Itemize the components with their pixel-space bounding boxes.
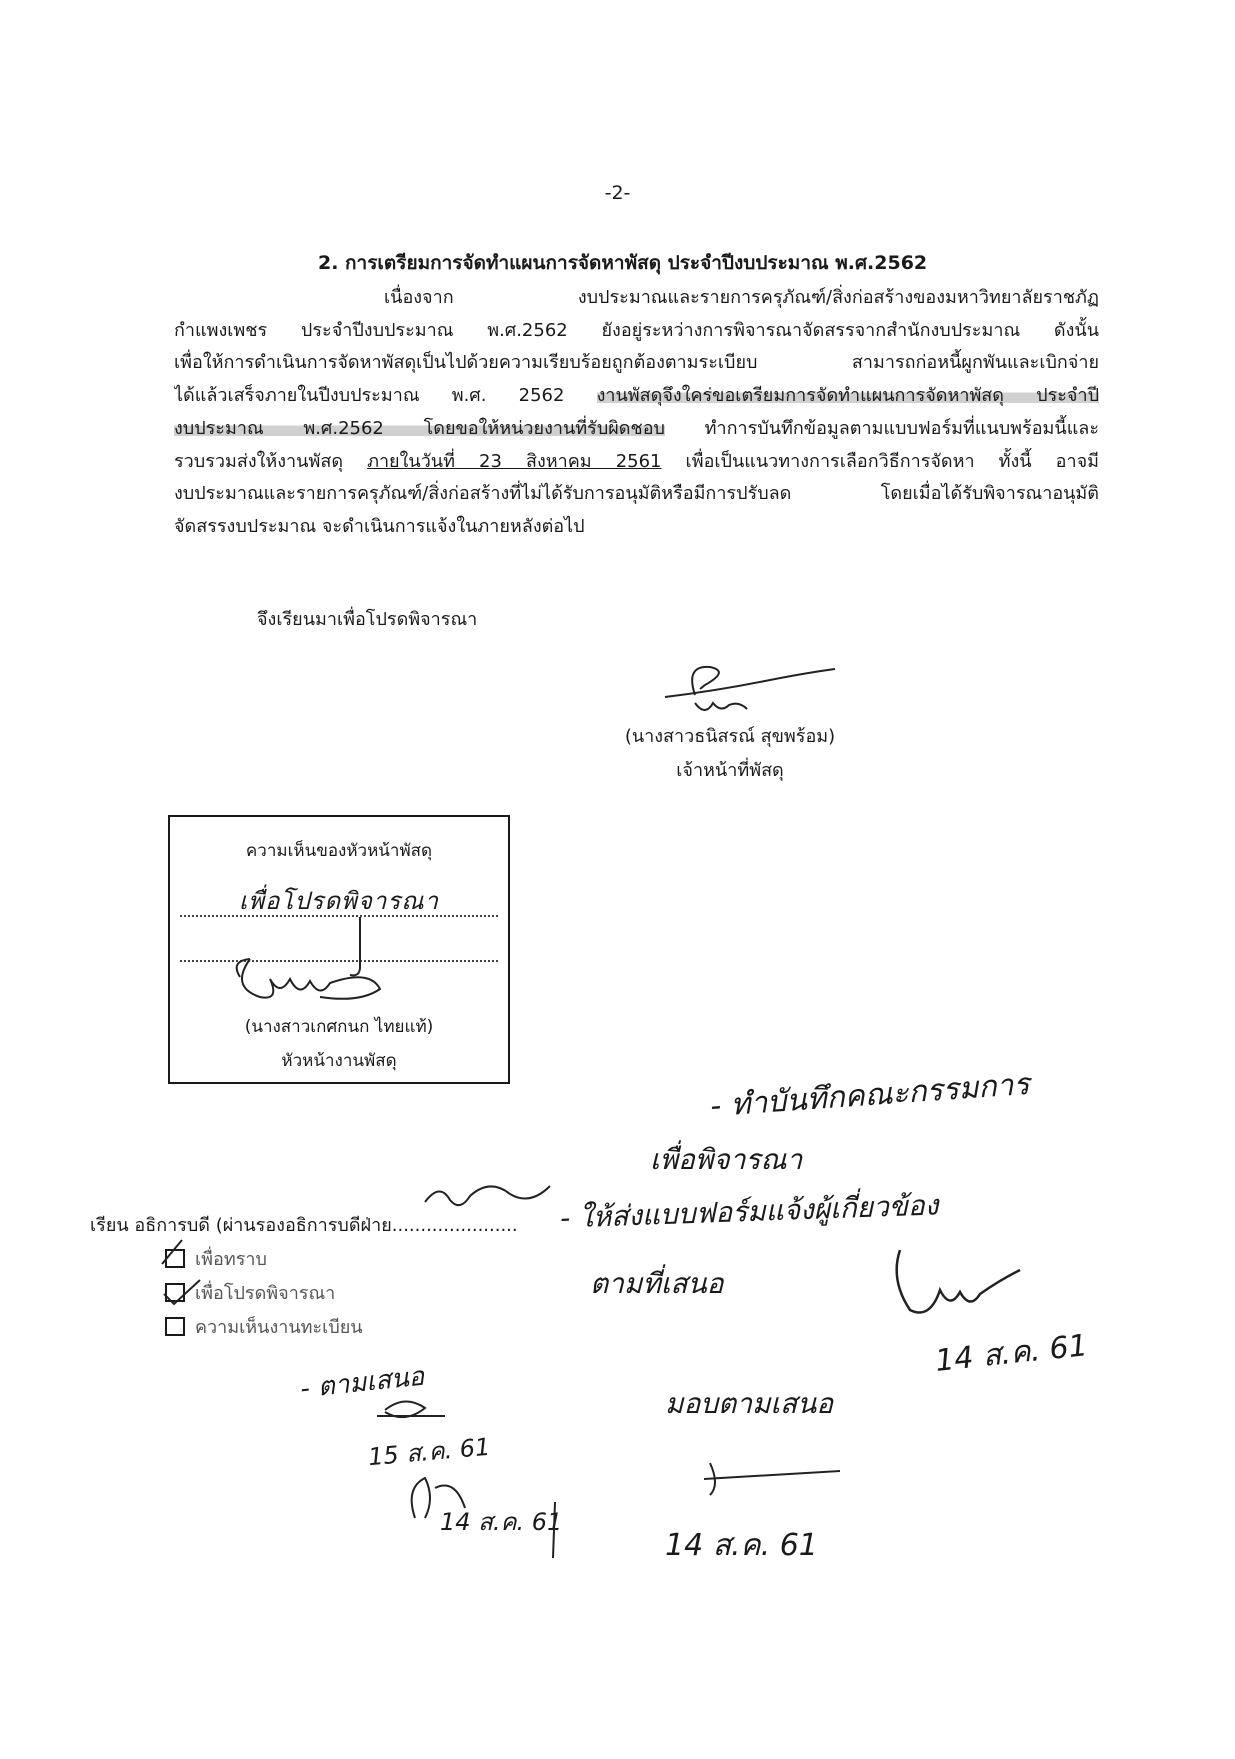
body-line [174,446,1099,479]
signer-position: เจ้าหน้าที่พัสดุ [676,760,784,781]
dotted-line [180,915,498,917]
body-line [174,413,1099,446]
routing-to [90,1210,518,1239]
handwritten-date: 14 ส.ค. 61 [665,1528,818,1563]
signature-scribble [210,917,410,1007]
signature-scribble [880,1240,1030,1330]
handwritten-date: 14 ส.ค. 61 [440,1508,563,1536]
routing-option [165,1278,335,1307]
handwritten-note: - ทำบันทึกคณะกรรมการ [709,1066,1031,1125]
routing-option-label: เพื่อโปรดพิจารณา [195,1283,336,1304]
body-line: จัดสรรงบประมาณ จะดำเนินการแจ้งในภายหลังต่อไป [174,515,585,537]
handwritten-date: 15 ส.ค. 61 [367,1432,492,1472]
body-paragraph [174,282,1099,544]
closing-text: จึงเรียนมาเพื่อโปรดพิจารณา [257,609,478,630]
handwritten-opinion: เพื่อโปรดพิจารณา [238,887,440,915]
body-line: กำแพงเพชร ประจำปีงบประมาณ พ.ศ.2562 ยังอยู่ระหว่างการพิจารณาจัดสรรจากสำนักงบประมาณ ดังนั้น [174,319,1099,341]
routing-option [165,1244,267,1273]
handwritten-note: มอบตามเสนอ [665,1387,834,1420]
highlighted-text: งบประมาณ พ.ศ.2562 โดยขอให้หน่วยงานที่รับผิดชอบ [174,417,665,439]
body-text: ทำการบันทึกข้อมูลตามแบบฟอร์มที่แนบพร้อมนี้และ [664,417,1099,439]
handwritten-date: 14 ส.ค. 61 [933,1328,1090,1379]
dotted-fill: ...................... [391,1215,518,1236]
body-line: เนื่องจาก งบประมาณและรายการครุภัณฑ์/สิ่งก่อสร้างของมหาวิทยาลัยราชภัฏ [384,287,1099,308]
opinion-signer-name: (นางสาวเกศกนก ไทยแท้) [244,1017,434,1037]
body-text: รวบรวมส่งให้งานพัสดุ [174,450,368,472]
body-line: งบประมาณและรายการครุภัณฑ์/สิ่งก่อสร้างที่ไม่ได้รับการอนุมัติหรือมีการปรับลด โดยเมื่อได้รับพิจารณาอนุมัติ [174,483,1099,505]
body-line [174,380,1099,413]
deadline-text: ภายในวันที่ 23 สิงหาคม 2561 [367,450,662,472]
handwritten-note: ตามที่เสนอ [590,1267,724,1300]
signer-block [600,720,860,788]
routing-to-label: เรียน อธิการบดี (ผ่านรองอธิการบดีฝ่าย [90,1215,392,1236]
routing-option-label: เพื่อทราบ [195,1249,267,1270]
routing-option [165,1312,363,1341]
body-line: เพื่อให้การดำเนินการจัดหาพัสดุเป็นไปด้วยความเรียบร้อยถูกต้องตามระเบียบ สามารถก่อหนี้ผูกพันและเบิกจ่าย [174,352,1099,374]
body-text: เพื่อเป็นแนวทางการเลือกวิธีการจัดหา ทั้งนี้ อาจมี [661,450,1099,472]
page-number: -2- [604,182,631,204]
signature-scribble [655,655,845,725]
highlighted-text: งานพัสดุจึงใคร่ขอเตรียมการจัดทำแผนการจัดหาพัสดุ ประจำปี [596,385,1099,407]
checkbox[interactable] [165,1317,185,1336]
opinion-signer-position: หัวหน้างานพัสดุ [281,1051,397,1071]
body-text: ได้แล้วเสร็จภายในปีงบประมาณ พ.ศ. 2562 [174,385,597,407]
handwritten-note: เพื่อพิจารณา [650,1143,803,1176]
handwritten-note: - ตามเสนอ [298,1361,426,1405]
section-heading: 2. การเตรียมการจัดทำแผนการจัดหาพัสดุ ประจำปีงบประมาณ พ.ศ.2562 [318,252,928,274]
opinion-box [168,815,510,1084]
signer-name: (นางสาวธนิสรณ์ สุขพร้อม) [624,726,836,747]
signature-scribble [700,1455,850,1505]
handwritten-note: - ให้ส่งแบบฟอร์มแจ้งผู้เกี่ยวข้อง [559,1188,939,1235]
checkbox[interactable] [165,1249,185,1268]
routing-option-label: ความเห็นงานทะเบียน [195,1317,363,1338]
dotted-line [180,960,498,962]
opinion-box-title: ความเห็นของหัวหน้าพัสดุ [245,841,433,861]
checkbox[interactable] [165,1283,185,1302]
